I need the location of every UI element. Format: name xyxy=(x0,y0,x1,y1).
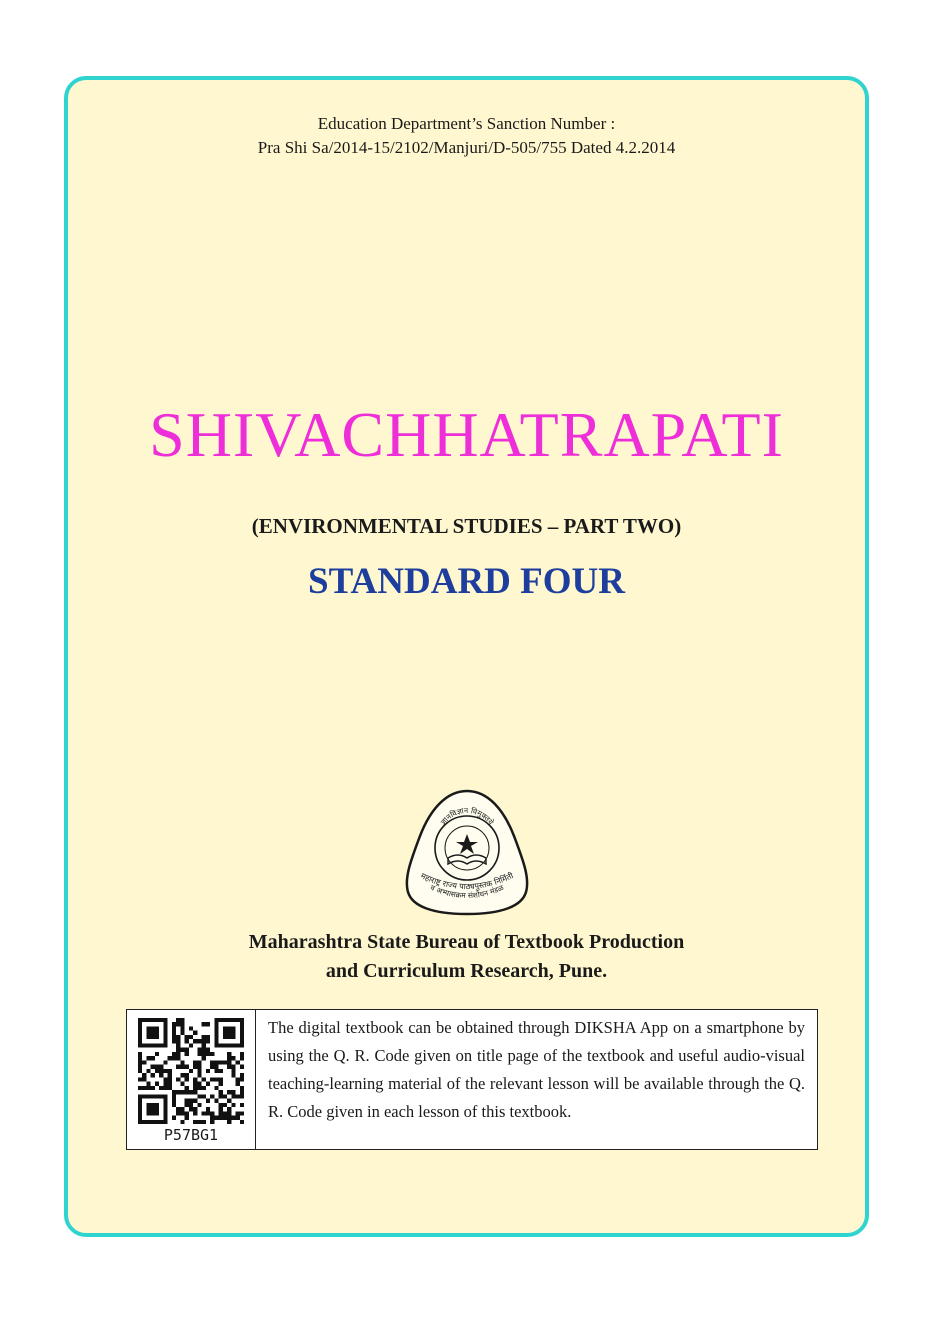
diksha-description: The digital textbook can be obtained through DIKSHA App on a smartphone by using the Q. R. Code given on title page of the textbook and useful audio-visual teaching-learning material of the relevant lesson will be available through the Q. R. Code given in each lesson of this textbook. xyxy=(268,1018,805,1121)
publisher-line-1: Maharashtra State Bureau of Textbook Production xyxy=(248,931,685,953)
qr-code-cell xyxy=(127,1010,256,1149)
sanction-line-2: Pra Shi Sa/2014-15/2102/Manjuri/D-505/755 Dated 4.2.2014 xyxy=(257,138,676,157)
bureau-emblem-icon xyxy=(402,788,532,918)
emblem-bottom-text-2: व अभ्यासक्रम संशोधन मंडळ xyxy=(428,882,505,901)
publisher xyxy=(68,928,865,986)
diksha-info-box xyxy=(126,1009,818,1150)
emblem-bottom-text-1: महाराष्ट्र राज्य पाठ्यपुस्तक निर्मिती xyxy=(419,871,515,892)
publisher-line-2: and Curriculum Research, Pune. xyxy=(325,960,608,982)
sanction-number xyxy=(68,112,865,160)
standard-label: STANDARD FOUR xyxy=(308,561,625,602)
qr-code-icon[interactable] xyxy=(138,1018,244,1124)
sanction-line-1: Education Department’s Sanction Number : xyxy=(317,114,616,133)
qr-code-label: P57BG1 xyxy=(163,1126,219,1144)
cover-panel xyxy=(64,76,869,1237)
book-title: SHIVACHHATRAPATI xyxy=(149,399,784,470)
emblem-top-text: ज्ञानविज्ञान विमुक्तये xyxy=(438,805,496,827)
book-subtitle: (ENVIRONMENTAL STUDIES – PART TWO) xyxy=(251,514,682,538)
